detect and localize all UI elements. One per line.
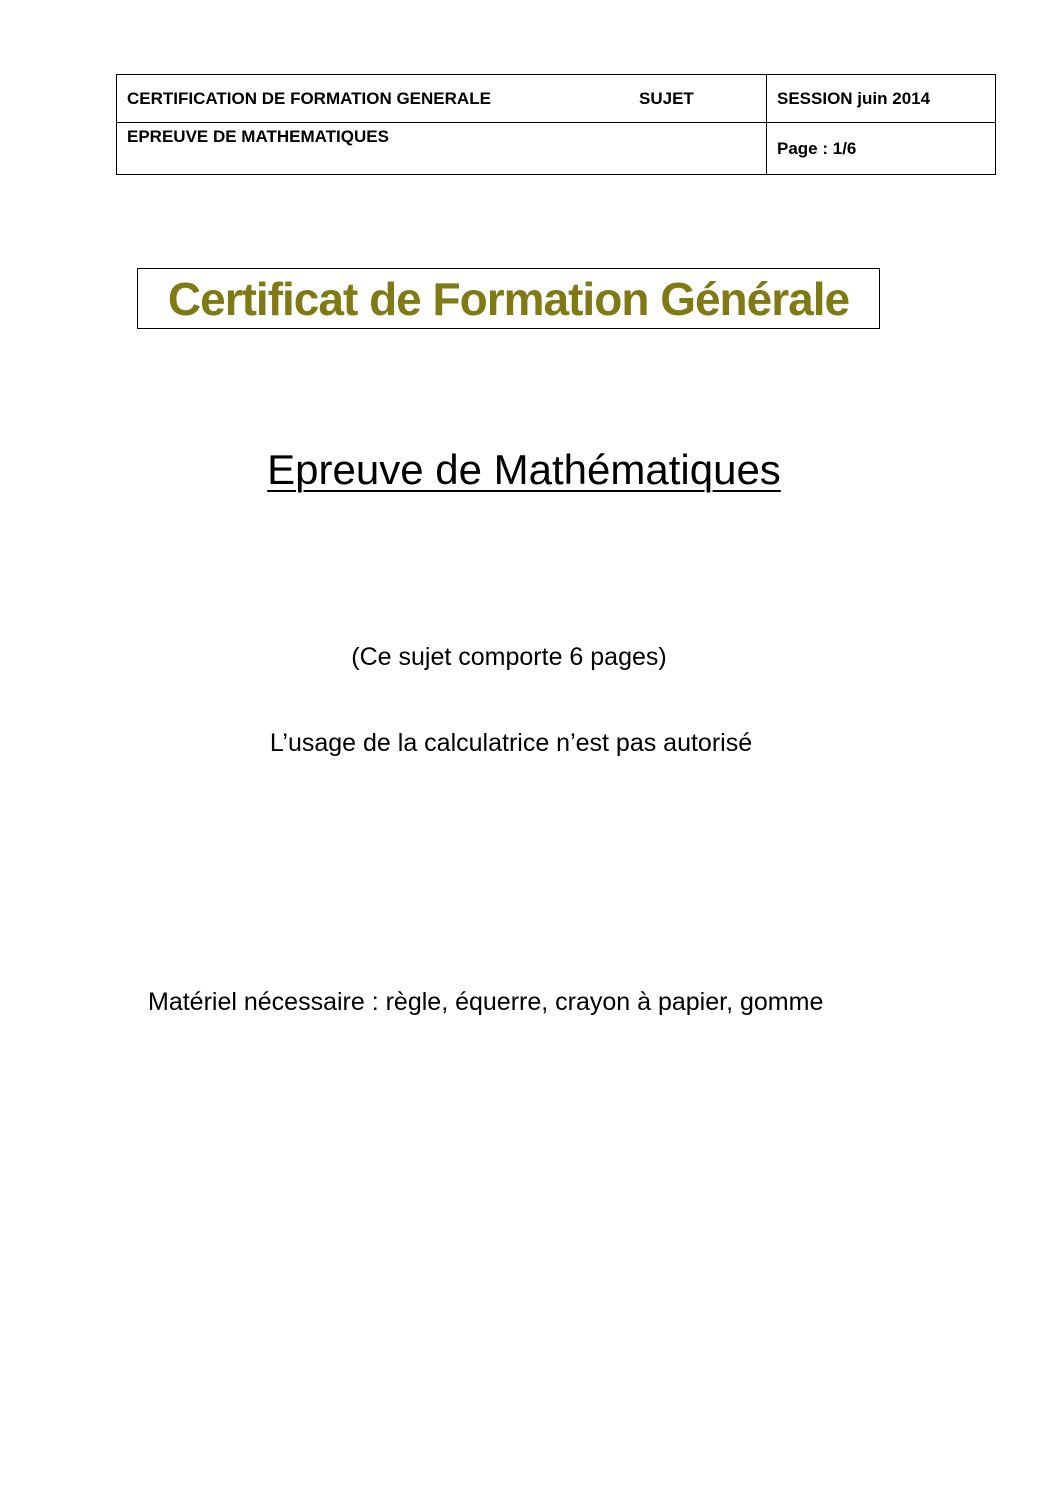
header-table [116,74,996,175]
header-session: SESSION juin 2014 [777,88,931,108]
header-session-cell [767,75,996,123]
header-sujet: SUJET [639,88,694,108]
pages-note: (Ce sujet comporte 6 pages) [351,643,667,671]
header-certification: CERTIFICATION DE FORMATION GENERALE [127,88,491,108]
subject-heading: Epreuve de Mathématiques [267,446,781,493]
calculator-note: L’usage de la calculatrice n’est pas autorisé [269,729,753,757]
document-title: Certificat de Formation Générale [167,272,850,325]
header-epreuve: EPREUVE DE MATHEMATIQUES [127,127,389,146]
header-epreuve-cell [117,123,767,175]
title-box [137,268,880,329]
header-page-cell [767,123,996,175]
header-certification-cell [117,75,767,123]
material-note: Matériel nécessaire : règle, équerre, crayon à papier, gomme [148,988,824,1016]
header-page-number: Page : 1/6 [777,138,857,158]
